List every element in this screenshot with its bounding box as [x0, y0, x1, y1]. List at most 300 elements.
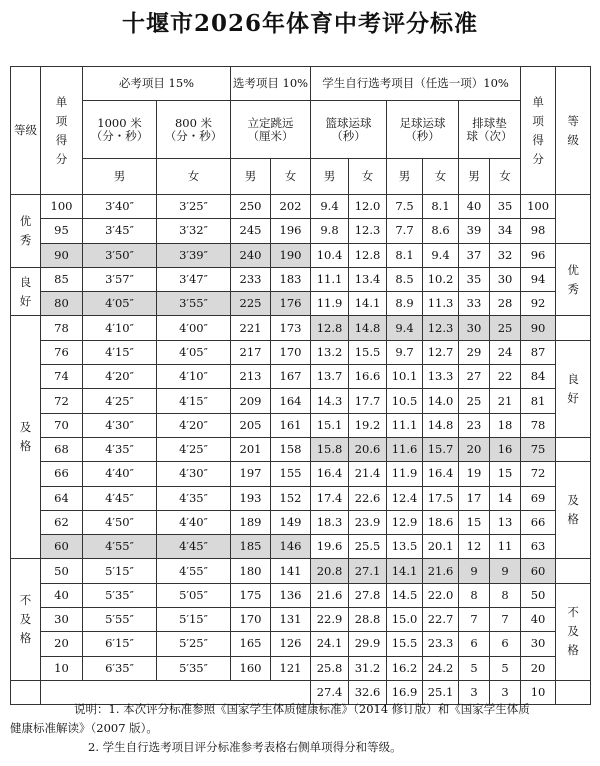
self-select-bf: 22.6	[349, 486, 387, 510]
self-select-fm: 8.9	[387, 292, 423, 316]
table-row	[11, 656, 591, 680]
self-select-vf: 21	[490, 389, 521, 413]
self-select-vf: 15	[490, 462, 521, 486]
self-select-ff: 14.0	[423, 389, 459, 413]
self-select-vf: 24	[490, 340, 521, 364]
jump-male: 201	[231, 437, 271, 461]
self-select-fm: 7.5	[387, 195, 423, 219]
self-select-bf: 21.4	[349, 462, 387, 486]
header-male: 男	[387, 159, 423, 195]
header-female: 女	[490, 159, 521, 195]
item-score: 76	[41, 340, 83, 364]
self-select-vf: 9	[490, 559, 521, 583]
self-select-bm: 21.6	[311, 583, 349, 607]
self-select-vf: 6	[490, 632, 521, 656]
right-score: 30	[521, 632, 556, 656]
item-score: 66	[41, 462, 83, 486]
header-required: 必考项目 15%	[83, 67, 231, 101]
header-female: 女	[157, 159, 231, 195]
self-select-bf: 27.8	[349, 583, 387, 607]
self-select-fm: 16.9	[387, 680, 423, 704]
run-800m: 4′45″	[157, 535, 231, 559]
empty-cell	[556, 195, 591, 244]
right-score: 40	[521, 608, 556, 632]
jump-male: 165	[231, 632, 271, 656]
self-select-vf: 8	[490, 583, 521, 607]
self-select-vm: 17	[459, 486, 490, 510]
grade-label-left: 不及格	[11, 559, 41, 680]
jump-female: 196	[271, 219, 311, 243]
header-800m: 800 米 （分・秒）	[157, 101, 231, 159]
table-row	[11, 583, 591, 607]
header-elective: 选考项目 10%	[231, 67, 311, 101]
table-row	[11, 437, 591, 461]
run-800m: 4′00″	[157, 316, 231, 340]
item-score: 74	[41, 365, 83, 389]
self-select-bf: 32.6	[349, 680, 387, 704]
self-select-bf: 19.2	[349, 413, 387, 437]
self-select-vf: 18	[490, 413, 521, 437]
self-select-vf: 32	[490, 243, 521, 267]
self-select-ff: 13.3	[423, 365, 459, 389]
self-select-fm: 16.2	[387, 656, 423, 680]
jump-female: 173	[271, 316, 311, 340]
jump-male: 193	[231, 486, 271, 510]
self-select-vf: 5	[490, 656, 521, 680]
self-select-vm: 37	[459, 243, 490, 267]
header-long-jump: 立定跳远 （厘米）	[231, 101, 311, 159]
self-select-bm: 19.6	[311, 535, 349, 559]
self-select-vf: 22	[490, 365, 521, 389]
run-800m: 3′39″	[157, 243, 231, 267]
header-volleyball: 排球垫 球（次）	[459, 101, 521, 159]
item-score: 50	[41, 559, 83, 583]
self-select-bm: 13.7	[311, 365, 349, 389]
grade-label-right: 及格	[556, 462, 591, 559]
table-row	[11, 316, 591, 340]
header-right-score: 单项得分	[521, 67, 556, 195]
self-select-ff: 22.0	[423, 583, 459, 607]
jump-female: 126	[271, 632, 311, 656]
jump-female: 158	[271, 437, 311, 461]
empty-cell	[556, 437, 591, 461]
run-800m: 3′55″	[157, 292, 231, 316]
self-select-vf: 34	[490, 219, 521, 243]
self-select-vm: 25	[459, 389, 490, 413]
self-select-vf: 28	[490, 292, 521, 316]
self-select-bf: 27.1	[349, 559, 387, 583]
table-row	[11, 243, 591, 267]
right-score: 60	[521, 559, 556, 583]
run-1000m: 4′05″	[83, 292, 157, 316]
right-score: 90	[521, 316, 556, 340]
table-row	[11, 608, 591, 632]
grade-label-right: 优秀	[556, 243, 591, 316]
grade-label-right: 不及格	[556, 583, 591, 680]
header-male: 男	[459, 159, 490, 195]
self-select-bm: 17.4	[311, 486, 349, 510]
self-select-ff: 14.8	[423, 413, 459, 437]
run-1000m: 6′35″	[83, 656, 157, 680]
self-select-vf: 25	[490, 316, 521, 340]
table-row	[11, 535, 591, 559]
right-score: 10	[521, 680, 556, 704]
run-800m: 5′25″	[157, 632, 231, 656]
self-select-vm: 29	[459, 340, 490, 364]
self-select-fm: 12.9	[387, 510, 423, 534]
self-select-vm: 39	[459, 219, 490, 243]
run-1000m: 3′40″	[83, 195, 157, 219]
jump-female: 183	[271, 267, 311, 291]
table-row	[11, 413, 591, 437]
jump-male: 189	[231, 510, 271, 534]
jump-female: 176	[271, 292, 311, 316]
run-1000m: 4′55″	[83, 535, 157, 559]
header-male: 男	[231, 159, 271, 195]
self-select-bm: 11.1	[311, 267, 349, 291]
self-select-ff: 12.3	[423, 316, 459, 340]
self-select-vf: 3	[490, 680, 521, 704]
run-1000m: 3′50″	[83, 243, 157, 267]
item-score: 100	[41, 195, 83, 219]
right-score: 69	[521, 486, 556, 510]
run-1000m: 3′45″	[83, 219, 157, 243]
right-score: 75	[521, 437, 556, 461]
self-select-ff: 8.1	[423, 195, 459, 219]
self-select-bf: 25.5	[349, 535, 387, 559]
self-select-bf: 28.8	[349, 608, 387, 632]
self-select-fm: 11.1	[387, 413, 423, 437]
run-1000m: 4′45″	[83, 486, 157, 510]
self-select-ff: 17.5	[423, 486, 459, 510]
self-select-vf: 11	[490, 535, 521, 559]
grade-label-left: 优秀	[11, 195, 41, 268]
jump-male: 225	[231, 292, 271, 316]
run-800m: 5′15″	[157, 608, 231, 632]
self-select-vm: 12	[459, 535, 490, 559]
right-score: 100	[521, 195, 556, 219]
self-select-vm: 19	[459, 462, 490, 486]
self-select-fm: 11.9	[387, 462, 423, 486]
self-select-fm: 12.4	[387, 486, 423, 510]
jump-female: 161	[271, 413, 311, 437]
self-select-fm: 14.1	[387, 559, 423, 583]
self-select-ff: 24.2	[423, 656, 459, 680]
item-score: 40	[41, 583, 83, 607]
self-select-bm: 15.1	[311, 413, 349, 437]
self-select-bf: 20.6	[349, 437, 387, 461]
self-select-bf: 12.3	[349, 219, 387, 243]
self-select-vm: 23	[459, 413, 490, 437]
self-select-bm: 14.3	[311, 389, 349, 413]
self-select-ff: 16.4	[423, 462, 459, 486]
item-score: 10	[41, 656, 83, 680]
self-select-fm: 10.1	[387, 365, 423, 389]
run-800m: 4′25″	[157, 437, 231, 461]
run-1000m: 6′15″	[83, 632, 157, 656]
right-score: 87	[521, 340, 556, 364]
run-1000m: 4′30″	[83, 413, 157, 437]
jump-male: 213	[231, 365, 271, 389]
header-female: 女	[349, 159, 387, 195]
right-score: 96	[521, 243, 556, 267]
self-select-fm: 9.7	[387, 340, 423, 364]
jump-male: 160	[231, 656, 271, 680]
self-select-fm: 15.0	[387, 608, 423, 632]
self-select-fm: 14.5	[387, 583, 423, 607]
self-select-fm: 10.5	[387, 389, 423, 413]
item-score: 62	[41, 510, 83, 534]
self-select-fm: 9.4	[387, 316, 423, 340]
table-row	[11, 195, 591, 219]
self-select-bf: 14.1	[349, 292, 387, 316]
table-row	[11, 389, 591, 413]
item-score: 64	[41, 486, 83, 510]
self-select-vm: 40	[459, 195, 490, 219]
empty-cell	[556, 316, 591, 340]
self-select-fm: 8.5	[387, 267, 423, 291]
item-score: 80	[41, 292, 83, 316]
run-800m: 4′30″	[157, 462, 231, 486]
jump-female: 164	[271, 389, 311, 413]
table-row	[11, 292, 591, 316]
self-select-bf: 12.8	[349, 243, 387, 267]
self-select-bm: 18.3	[311, 510, 349, 534]
self-select-bf: 16.6	[349, 365, 387, 389]
jump-male: 205	[231, 413, 271, 437]
jump-male: 245	[231, 219, 271, 243]
run-1000m: 4′35″	[83, 437, 157, 461]
jump-male: 209	[231, 389, 271, 413]
self-select-vf: 35	[490, 195, 521, 219]
jump-female: 131	[271, 608, 311, 632]
self-select-bm: 20.8	[311, 559, 349, 583]
self-select-bf: 17.7	[349, 389, 387, 413]
item-score: 60	[41, 535, 83, 559]
run-1000m: 5′35″	[83, 583, 157, 607]
jump-male: 250	[231, 195, 271, 219]
self-select-bm: 15.8	[311, 437, 349, 461]
right-score: 84	[521, 365, 556, 389]
header-basketball: 篮球运球 （秒）	[311, 101, 387, 159]
table-row	[11, 340, 591, 364]
note-line-2: 2. 学生自行选考项目评分标准参考表格右侧单项得分和等级。	[88, 740, 402, 754]
run-800m: 4′40″	[157, 510, 231, 534]
notes	[10, 700, 590, 757]
self-select-ff: 18.6	[423, 510, 459, 534]
table-row	[11, 462, 591, 486]
self-select-vm: 30	[459, 316, 490, 340]
self-select-vm: 8	[459, 583, 490, 607]
header-item-score: 单项得分	[41, 67, 83, 195]
self-select-vm: 20	[459, 437, 490, 461]
jump-male: 180	[231, 559, 271, 583]
self-select-bf: 23.9	[349, 510, 387, 534]
jump-male: 221	[231, 316, 271, 340]
run-800m: 5′35″	[157, 656, 231, 680]
table-row	[11, 559, 591, 583]
self-select-bm: 10.4	[311, 243, 349, 267]
self-select-bm: 22.9	[311, 608, 349, 632]
self-select-vf: 16	[490, 437, 521, 461]
right-score: 78	[521, 413, 556, 437]
jump-female: 170	[271, 340, 311, 364]
jump-male: 185	[231, 535, 271, 559]
self-select-bm: 12.8	[311, 316, 349, 340]
self-select-vm: 15	[459, 510, 490, 534]
item-score: 85	[41, 267, 83, 291]
jump-female: 136	[271, 583, 311, 607]
jump-female: 167	[271, 365, 311, 389]
header-right-grade: 等级	[556, 67, 591, 195]
header-football: 足球运球 （秒）	[387, 101, 459, 159]
jump-male: 175	[231, 583, 271, 607]
table-row	[11, 219, 591, 243]
self-select-ff: 10.2	[423, 267, 459, 291]
jump-female: 202	[271, 195, 311, 219]
item-score: 78	[41, 316, 83, 340]
table-row	[11, 365, 591, 389]
run-1000m: 4′50″	[83, 510, 157, 534]
run-1000m: 4′25″	[83, 389, 157, 413]
note-line-1b: 健康标准解读》（2007 版）。	[10, 721, 158, 735]
self-select-fm: 8.1	[387, 243, 423, 267]
self-select-vm: 6	[459, 632, 490, 656]
run-800m: 3′47″	[157, 267, 231, 291]
self-select-bm: 9.8	[311, 219, 349, 243]
run-1000m: 3′57″	[83, 267, 157, 291]
self-select-bf: 14.8	[349, 316, 387, 340]
jump-male: 197	[231, 462, 271, 486]
jump-male: 170	[231, 608, 271, 632]
run-1000m: 4′10″	[83, 316, 157, 340]
self-select-bm: 11.9	[311, 292, 349, 316]
jump-female: 141	[271, 559, 311, 583]
run-800m: 3′25″	[157, 195, 231, 219]
jump-male: 217	[231, 340, 271, 364]
self-select-vm: 27	[459, 365, 490, 389]
note-line-1: 说明：1. 本次评分标准参照《国家学生体质健康标准》（2014 修订版）和《国家学生体质	[74, 702, 530, 716]
header-grade: 等级	[11, 67, 41, 195]
header-female: 女	[271, 159, 311, 195]
item-score: 68	[41, 437, 83, 461]
run-800m: 4′10″	[157, 365, 231, 389]
table-row	[11, 632, 591, 656]
jump-male: 240	[231, 243, 271, 267]
run-800m: 4′20″	[157, 413, 231, 437]
run-1000m: 5′55″	[83, 608, 157, 632]
header-male: 男	[311, 159, 349, 195]
run-1000m: 4′20″	[83, 365, 157, 389]
run-800m: 4′55″	[157, 559, 231, 583]
item-score: 90	[41, 243, 83, 267]
self-select-ff: 21.6	[423, 559, 459, 583]
item-score: 20	[41, 632, 83, 656]
right-score: 72	[521, 462, 556, 486]
item-score: 95	[41, 219, 83, 243]
self-select-bf: 29.9	[349, 632, 387, 656]
self-select-bm: 9.4	[311, 195, 349, 219]
right-score: 66	[521, 510, 556, 534]
self-select-ff: 9.4	[423, 243, 459, 267]
score-table	[10, 66, 591, 705]
self-select-ff: 22.7	[423, 608, 459, 632]
right-score: 94	[521, 267, 556, 291]
self-select-ff: 20.1	[423, 535, 459, 559]
self-select-bm: 27.4	[311, 680, 349, 704]
self-select-fm: 11.6	[387, 437, 423, 461]
right-score: 20	[521, 656, 556, 680]
self-select-bf: 31.2	[349, 656, 387, 680]
self-select-bm: 25.8	[311, 656, 349, 680]
self-select-vf: 13	[490, 510, 521, 534]
table-row	[11, 486, 591, 510]
self-select-fm: 13.5	[387, 535, 423, 559]
table-row	[11, 267, 591, 291]
jump-female: 190	[271, 243, 311, 267]
jump-female: 146	[271, 535, 311, 559]
self-select-vm: 33	[459, 292, 490, 316]
right-score: 81	[521, 389, 556, 413]
run-1000m: 5′15″	[83, 559, 157, 583]
jump-male: 233	[231, 267, 271, 291]
header-female: 女	[423, 159, 459, 195]
self-select-fm: 7.7	[387, 219, 423, 243]
grade-label-right: 良好	[556, 340, 591, 437]
self-select-bm: 16.4	[311, 462, 349, 486]
right-score: 50	[521, 583, 556, 607]
run-800m: 4′05″	[157, 340, 231, 364]
grade-label-left: 及格	[11, 316, 41, 559]
jump-female: 155	[271, 462, 311, 486]
run-800m: 4′35″	[157, 486, 231, 510]
self-select-bm: 24.1	[311, 632, 349, 656]
header-self-select: 学生自行选考项目（任选一项）10%	[311, 67, 521, 101]
jump-female: 121	[271, 656, 311, 680]
item-score: 70	[41, 413, 83, 437]
item-score: 72	[41, 389, 83, 413]
self-select-ff: 15.7	[423, 437, 459, 461]
table-row	[11, 510, 591, 534]
jump-female: 152	[271, 486, 311, 510]
right-score: 92	[521, 292, 556, 316]
run-800m: 3′32″	[157, 219, 231, 243]
self-select-bf: 13.4	[349, 267, 387, 291]
run-800m: 4′15″	[157, 389, 231, 413]
self-select-vm: 7	[459, 608, 490, 632]
header-male: 男	[83, 159, 157, 195]
self-select-bf: 15.5	[349, 340, 387, 364]
self-select-vm: 5	[459, 656, 490, 680]
self-select-vm: 35	[459, 267, 490, 291]
right-score: 98	[521, 219, 556, 243]
grade-label-left: 良好	[11, 267, 41, 316]
self-select-ff: 23.3	[423, 632, 459, 656]
run-800m: 5′05″	[157, 583, 231, 607]
self-select-bm: 13.2	[311, 340, 349, 364]
item-score: 30	[41, 608, 83, 632]
right-score: 63	[521, 535, 556, 559]
self-select-ff: 8.6	[423, 219, 459, 243]
self-select-vm: 9	[459, 559, 490, 583]
jump-female: 149	[271, 510, 311, 534]
self-select-vf: 30	[490, 267, 521, 291]
self-select-ff: 12.7	[423, 340, 459, 364]
self-select-ff: 25.1	[423, 680, 459, 704]
empty-cell	[556, 559, 591, 583]
self-select-vf: 14	[490, 486, 521, 510]
header-1000m: 1000 米 （分・秒）	[83, 101, 157, 159]
